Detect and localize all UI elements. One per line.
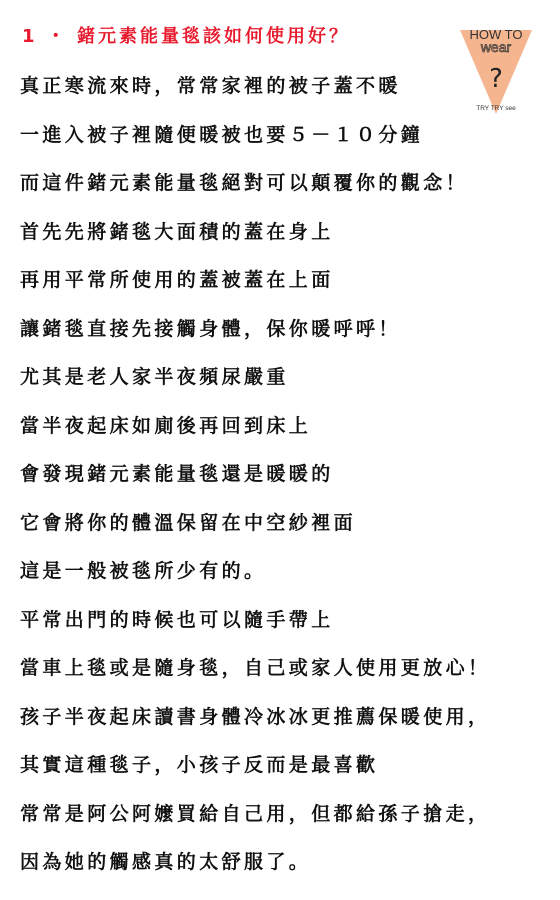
logo-line-how-to: HOW TO xyxy=(469,27,523,42)
text-line: 真正寒流來時，常常家裡的被子蓋不暖 xyxy=(20,75,401,97)
text-line: 尤其是老人家半夜頻尿嚴重 xyxy=(20,366,289,388)
text-line: 常常是阿公阿嬤買給自己用，但都給孫子搶走， xyxy=(20,802,491,825)
logo-question-mark: ? xyxy=(489,64,503,94)
text-line: 它會將你的體溫保留在中空紗裡面 xyxy=(20,511,357,534)
text-line: 當半夜起床如廁後再回到床上 xyxy=(20,414,312,437)
text-line: 而這件鍺元素能量毯絕對可以顛覆你的觀念！ xyxy=(20,172,469,194)
text-line: 讓鍺毯直接先接觸身體，保你暖呼呼！ xyxy=(20,317,401,340)
body-text xyxy=(20,75,540,900)
text-line: 孩子半夜起床讀書身體冷冰冰更推薦保暖使用， xyxy=(20,705,491,728)
text-line: 再用平常所使用的蓋被蓋在上面 xyxy=(20,269,334,291)
text-line: 首先先將鍺毯大面積的蓋在身上 xyxy=(20,220,334,243)
text-line: 當車上毯或是隨身毯，自己或家人使用更放心！ xyxy=(20,657,491,679)
logo-line-wear: wear xyxy=(480,39,512,55)
text-line: 會發現鍺元素能量毯還是暖暖的 xyxy=(20,463,334,485)
logo-tagline: TRY TRY see xyxy=(476,105,516,112)
text-line: 因為她的觸感真的太舒服了。 xyxy=(20,851,312,873)
text-line: 平常出門的時候也可以隨手帶上 xyxy=(20,608,334,631)
section-heading: 1 ・ 鍺元素能量毯該如何使用好？ xyxy=(22,26,351,47)
text-line: 一進入被子裡隨便暖被也要５－１０分鐘 xyxy=(20,123,424,146)
text-line: 這是一般被毯所少有的。 xyxy=(20,560,267,582)
text-line: 其實這種毯子，小孩子反而是最喜歡 xyxy=(20,754,379,776)
